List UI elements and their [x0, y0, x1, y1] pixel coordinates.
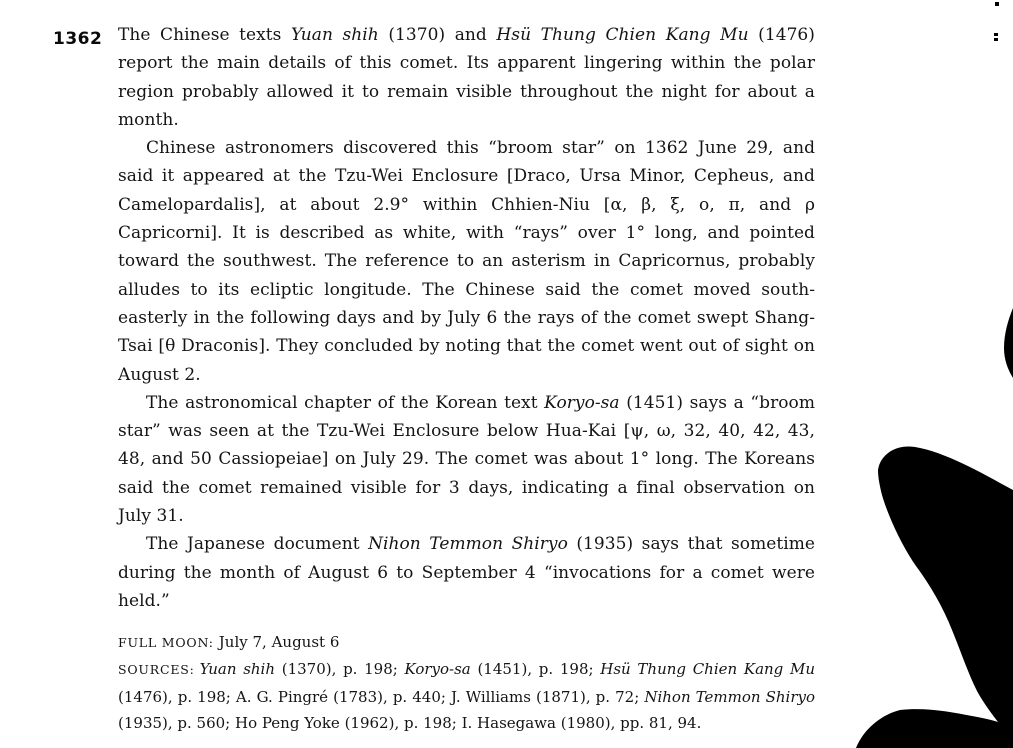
paragraph-chinese-account: Chinese astronomers discovered this “broom star” on 1362 June 29, and said it appeared at the Tzu-Wei Enclosure [Draco, Ursa Minor, Cepheus, and Camelopardalis], at about 2.9° within Chhien-Niu [α, β, ξ, ο, π, and ρ Capricorni]. It is described as white, with “rays” over 1° long, and pointed toward the southwest. The reference to an asterism in Capricornus, probably alludes to its ecliptic longitude. The Chinese said the comet moved south-easterly in the following days and by July 6 the rays of the comet swept Shang-Tsai [θ Draconis]. They concluded by noting that the comet went out of sight on August 2.	[118, 138, 815, 385]
scan-shadow-artifact	[856, 447, 1013, 748]
reference-block	[118, 629, 815, 736]
entry-year: 1362	[53, 29, 103, 49]
paragraph-intro: The Chinese texts Yuan shih (1370) and Hsü Thung Chien Kang Mu (1476) report the main details of this comet. Its apparent lingering within the polar region probably allowed it to remain visible throughout the night for about a month.	[118, 25, 815, 130]
sources-line	[118, 656, 815, 736]
full-moon-line	[118, 629, 815, 656]
scan-speck	[994, 33, 998, 36]
scan-speck	[995, 2, 999, 6]
paragraph-japanese-account: The Japanese document Nihon Temmon Shiryo (1935) says that sometime during the month of August 6 to September 4 “invocations for a comet were held.”	[118, 534, 815, 611]
scan-speck	[994, 38, 998, 41]
sources-citations: Yuan shih (1370), p. 198; Koryo-sa (1451), p. 198; Hsü Thung Chien Kang Mu (1476), p. 198; A. G. Pingré (1783), p. 440; J. Williams (1871), p. 72; Nihon Temmon Shiryo (1935), p. 560; Ho Peng Yoke (1962), p. 198; I. Hasegawa (1980), pp. 81, 94.	[118, 660, 816, 732]
scan-edge-artifact	[1004, 308, 1013, 378]
full-moon-dates: July 7, August 6	[218, 633, 340, 652]
full-moon-label: FULL MOON:	[118, 635, 214, 651]
entry-text-column	[118, 21, 815, 736]
sources-label: SOURCES:	[118, 662, 195, 678]
paragraph-korean-account: The astronomical chapter of the Korean text Koryo-sa (1451) says a “broom star” was seen at the Tzu-Wei Enclosure below Hua-Kai [ψ, ω, 32, 40, 42, 43, 48, and 50 Cassiopeiae] on July 29. The comet was about 1° long. The Koreans said the comet remained visible for 3 days, indicating a final observation on July 31.	[118, 392, 815, 527]
